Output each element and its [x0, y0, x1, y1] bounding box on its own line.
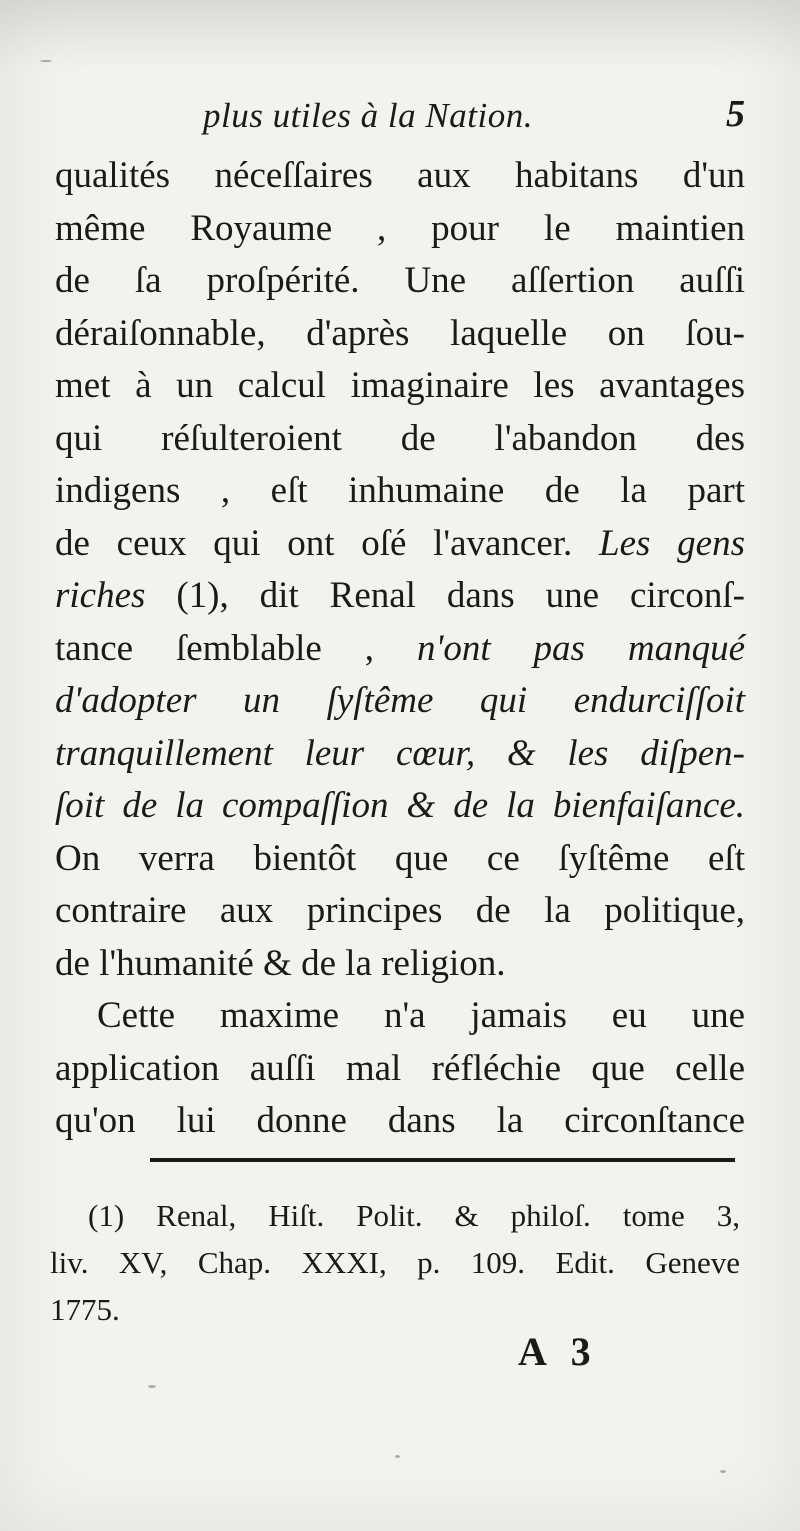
- text-line: [55, 518, 745, 571]
- text-line: [55, 728, 745, 781]
- paragraph-start-line: Cette maxime n'a jamais eu une: [97, 995, 745, 1036]
- text-segment: (1), dit Renal dans une circonſ-: [176, 575, 746, 616]
- footnote-rule: [150, 1158, 735, 1162]
- italic-segment: tranquillement leur cœur, & les diſpen-: [55, 732, 745, 774]
- text-line: met à un calcul imaginaire les avantages: [55, 365, 745, 406]
- text-line: On verra bientôt que ce ſyſtême eſt: [55, 837, 745, 879]
- italic-segment: n'ont pas manqué: [416, 627, 746, 669]
- footnote-line: 1775.: [50, 1292, 120, 1327]
- ink-speck: [720, 1470, 726, 1473]
- text-segment: tance ſemblable ,: [55, 627, 375, 669]
- text-line: [55, 675, 745, 728]
- page-header: [55, 82, 745, 142]
- text-line: déraiſonnable, d'après laquelle on ſou-: [55, 312, 745, 354]
- text-line: application auſſi mal réfléchie que celle: [55, 1047, 745, 1089]
- text-line: qualités néceſſaires aux habitans d'un: [55, 155, 745, 196]
- show-through-shadow: [0, 0, 800, 70]
- text-segment: de ceux qui ont oſé l'avancer.: [55, 522, 573, 564]
- page-number: 5: [726, 93, 745, 135]
- italic-segment: riches: [55, 575, 146, 616]
- signature-mark: A 3: [518, 1329, 599, 1374]
- running-head: plus utiles à la Nation.: [203, 96, 533, 135]
- text-line: de l'humanité & de la religion.: [55, 942, 506, 984]
- italic-segment: Les gens: [599, 522, 745, 564]
- text-line: qui réſulteroient de l'abandon des: [55, 417, 745, 459]
- body-text: [55, 150, 745, 1148]
- text-line: [55, 623, 745, 676]
- ink-speck: [395, 1455, 400, 1458]
- footnote: [50, 1192, 740, 1333]
- ink-speck: [148, 1385, 156, 1388]
- text-line: qu'on lui donne dans la circonſtance: [55, 1100, 745, 1141]
- text-line: indigens , eſt inhumaine de la part: [55, 470, 745, 511]
- footnote-line: liv. XV, Chap. XXXI, p. 109. Edit. Geneve: [50, 1245, 740, 1280]
- ink-speck: [40, 60, 52, 62]
- footnote-line: (1) Renal, Hiſt. Polit. & philoſ. tome 3,: [88, 1198, 740, 1233]
- text-line: de ſa proſpérité. Une aſſertion auſſi: [55, 260, 745, 301]
- italic-segment: d'adopter un ſyſtême qui endurciſſoit: [55, 680, 745, 721]
- italic-segment: ſoit de la compaſſion & de la bienfaiſance.: [55, 785, 745, 826]
- text-line: contraire aux principes de la politique,: [55, 890, 745, 931]
- text-line: [55, 570, 745, 623]
- text-line: [55, 780, 745, 833]
- text-line: même Royaume , pour le maintien: [55, 207, 745, 249]
